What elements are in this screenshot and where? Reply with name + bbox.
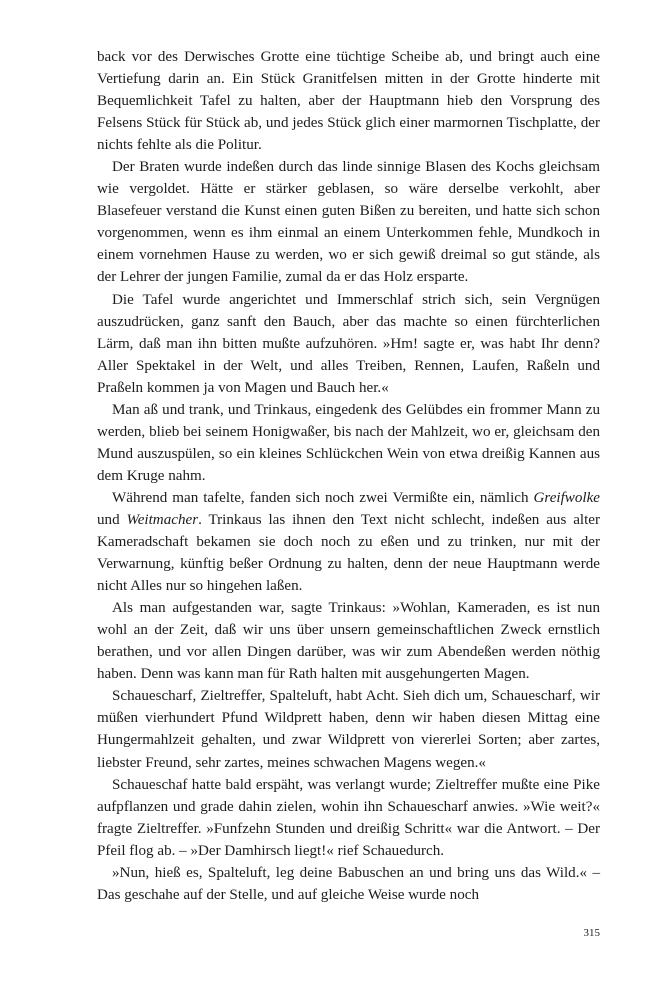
paragraph-7: Schauescharf, Zieltreffer, Spalteluft, habt Acht. Sieh dich um, Schauescharf, wir müßen vierhundert Pfund Wildprett haben, denn wir haben diesen Mittag eine Hungermahlzeit gehalten, und zwar Wildprett von viererlei Sorten; aber zartes, liebster Freund, sehr zartes, meines schwachen Magens wegen.« bbox=[97, 688, 600, 771]
page-number: 315 bbox=[583, 927, 600, 939]
paragraph-5 bbox=[97, 487, 600, 597]
paragraph-5-rest: . Trinkaus las ihnen den Text nicht schlecht, indeßen aus alter Kameradschaft bekamen sie doch noch zu eßen und zu trinken, nur mit der Verwarnung, künftig beßer Ordnung zu halten, denn der neue Hauptmann werde nicht Alles nur so hingehen laßen. bbox=[97, 511, 601, 595]
paragraph-5-start: Während man tafelte, fanden sich noch zwei Vermißte ein, nämlich bbox=[112, 489, 534, 506]
paragraph-3: Die Tafel wurde angerichtet und Immerschlaf strich sich, sein Vergnügen auszudrücken, ganz sanft den Bauch, aber das machte so einen fürchterlichen Lärm, daß man ihn bitten mußte aufzuhören. »Hm! sagte er, was habt Ihr denn? Aller Spektakel in der Welt, und alles Treiben, Rennen, Laufen, Raßeln und Praßeln kommen ja von Magen und Bauch her.« bbox=[97, 291, 600, 396]
name-greifwolke: Greifwolke bbox=[533, 489, 600, 506]
paragraph-4: Man aß und trank, und Trinkaus, eingedenk des Gelübdes ein frommer Mann zu werden, blieb bei seinem Honigwaßer, bis nach der Mahlzeit, wo er, gleichsam den Mund auszuspülen, so ein kleines Schlückchen Wein von etwa dreißig Kannen aus dem Kruge nahm. bbox=[97, 401, 600, 484]
name-weitmacher: Weitmacher bbox=[126, 511, 199, 528]
body-text bbox=[97, 46, 600, 906]
paragraph-5-conjunction: und bbox=[97, 511, 127, 528]
paragraph-2: Der Braten wurde indeßen durch das linde sinnige Blasen des Kochs gleichsam wie vergoldet. Hätte er stärker geblasen, so wäre derselbe verkohlt, aber Blasefeuer verstand die Kunst einen guten Bißen zu bereiten, und hatte sich schon vorgenommen, wenn es ihm einmal an einem Unterkommen fehle, Mundkoch in einem vornehmen Hause zu werden, wo er sich gewiß dreimal so gut stände, als der Lehrer der jungen Familie, zumal da er das Holz ersparte. bbox=[97, 159, 600, 286]
paragraph-8: Schaueschaf hatte bald erspäht, was verlangt wurde; Zieltreffer mußte eine Pike aufpflanzen und grade dahin zielen, wohin ihn Schauescharf anwies. »Wie weit?« fragte Zieltreffer. »Funfzehn Stunden und dreißig Schritt« war die Antwort. – Der Pfeil flog ab. – »Der Damhirsch liegt!« rief Schauedurch. bbox=[97, 776, 600, 859]
paragraph-1: back vor des Derwisches Grotte eine tüchtige Scheibe ab, und bringt auch eine Vertiefung darin an. Ein Stück Granitfelsen mitten in der Grotte hinderte mit Bequemlichkeit Tafel zu halten, aber der Hauptmann hieb den Vorsprung des Felsens Stück für Stück ab, und jedes Stück glich einer marmornen Tischplatte, der nichts fehlte als die Politur. bbox=[97, 49, 600, 154]
paragraph-6: Als man aufgestanden war, sagte Trinkaus: »Wohlan, Kameraden, es ist nun wohl an der Zeit, daß wir uns über unsern gemeinschaftlichen Zweck ernstlich berathen, und vor allen Dingen darüber, was wir zum Abendeßen werden nöthig haben. Denn was kann man für Rath halten mit ausgehungerten Magen. bbox=[97, 600, 600, 683]
paragraph-9: »Nun, hieß es, Spalteluft, leg deine Babuschen an und bring uns das Wild.« – Das geschahe auf der Stelle, und auf gleiche Weise wurde noch bbox=[97, 864, 600, 903]
